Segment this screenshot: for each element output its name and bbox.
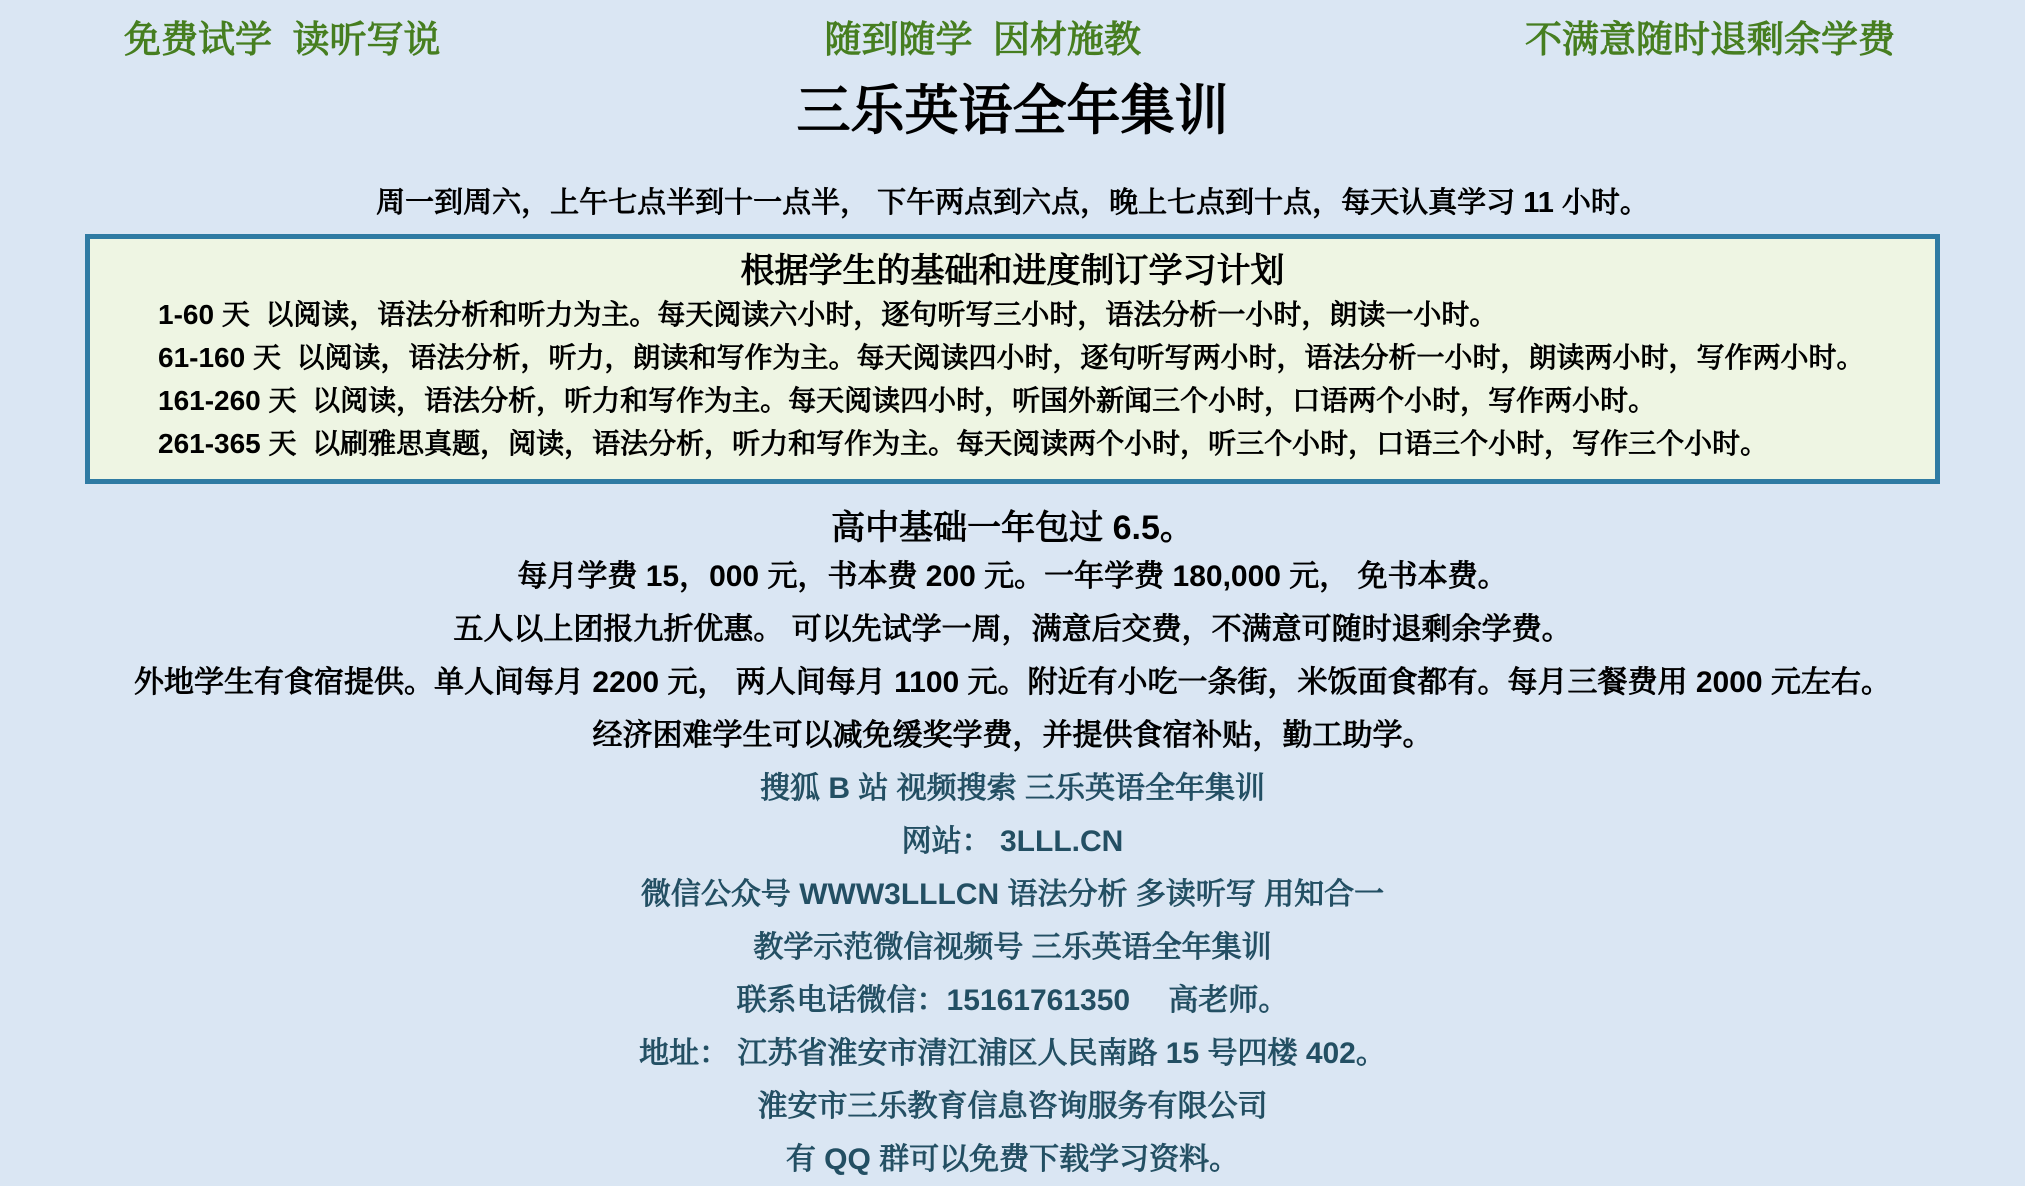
- promo-right: 不满意随时退剩余学费: [1525, 19, 1895, 60]
- contact-qq-group: 有 QQ 群可以免费下载学习资料。: [785, 1143, 1240, 1176]
- pricing-line-tuition: 每月学费 15，000 元，书本费 200 元。一年学费 180,000 元， 免书本费。: [517, 560, 1508, 593]
- pricing-line-lodging: 外地学生有食宿提供。单人间每月 2200 元， 两人间每月 1100 元。附近有小吃一条街，米饭面食都有。每月三餐费用 2000 元左右。: [134, 666, 1891, 699]
- promo-left: 免费试学 读听写说: [124, 19, 441, 60]
- study-plan-box: [85, 234, 1940, 484]
- contact-video-search: 搜狐 B 站 视频搜索 三乐英语全年集训: [759, 772, 1265, 805]
- pricing-line-discount: 五人以上团报九折优惠。 可以先试学一周，满意后交费，不满意可随时退剩余学费。: [453, 613, 1572, 646]
- study-plan-title: 根据学生的基础和进度制订学习计划: [740, 252, 1285, 290]
- contact-phone: 联系电话微信：15161761350 高老师。: [736, 984, 1289, 1017]
- promo-center: 随到随学 因材施教: [824, 19, 1142, 60]
- contact-address: 地址： 江苏省淮安市清江浦区人民南路 15 号四楼 402。: [639, 1037, 1386, 1070]
- study-plan-item-3: 161-260 天 以阅读，语法分析，听力和写作为主。每天阅读四小时，听国外新闻三个小时，口语两个小时，写作两小时。: [158, 385, 1657, 416]
- study-plan-item-2: 61-160 天 以阅读，语法分析，听力，朗读和写作为主。每天阅读四小时，逐句听写两小时，语法分析一小时，朗读两小时，写作两小时。: [158, 342, 1865, 373]
- page-title: 三乐英语全年集训: [796, 81, 1229, 141]
- contact-company-name: 淮安市三乐教育信息咨询服务有限公司: [757, 1090, 1268, 1123]
- study-plan-item-1: 1-60 天 以阅读，语法分析和听力为主。每天阅读六小时，逐句听写三小时，语法分析一小时，朗读一小时。: [158, 299, 1498, 330]
- pricing-line-aid: 经济困难学生可以减免缓奖学费，并提供食宿补贴，勤工助学。: [592, 719, 1433, 752]
- promo-row: [0, 0, 2025, 62]
- contact-wechat-official: 微信公众号 WWW3LLLCN 语法分析 多读听写 用知合一: [640, 878, 1385, 911]
- guarantee-headline: 高中基础一年包过 6.5。: [831, 509, 1194, 547]
- study-plan-item-4: 261-365 天 以刷雅思真题，阅读，语法分析，听力和写作为主。每天阅读两个小时，听三个小时，口语三个小时，写作三个小时。: [158, 428, 1769, 459]
- contact-video-channel: 教学示范微信视频号 三乐英语全年集训: [753, 931, 1272, 964]
- schedule-line: 周一到周六，上午七点半到十一点半， 下午两点到六点，晚上七点到十点，每天认真学习 11 小时。: [376, 187, 1649, 219]
- contact-website: 网站： 3LLL.CN: [901, 825, 1124, 858]
